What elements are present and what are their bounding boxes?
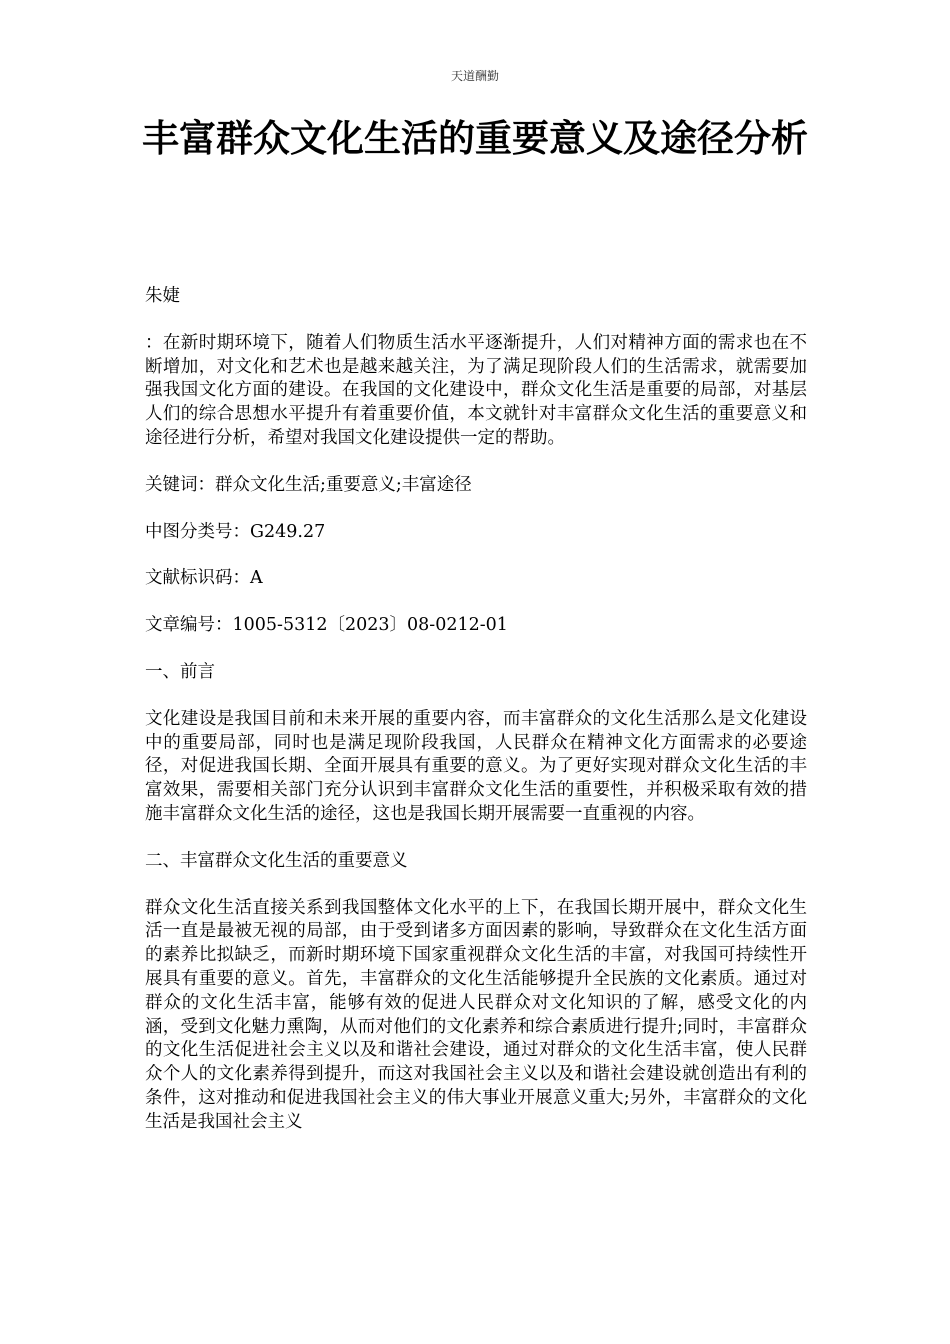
document-code: 文献标识码：A bbox=[145, 568, 263, 589]
article-title: 丰富群众文化生活的重要意义及途径分析 bbox=[142, 117, 808, 160]
section-heading-preface: 一、前言 bbox=[145, 661, 215, 682]
page-header: 天道酬勤 bbox=[450, 69, 499, 83]
author-name: 朱婕 bbox=[145, 286, 180, 306]
article-content bbox=[145, 285, 807, 1158]
classification-number: 中图分类号：G249.27 bbox=[145, 521, 326, 542]
section-body-significance: 群众文化生活直接关系到我国整体文化水平的上下，在我国长期开展中，群众文化生活一直是最被无视的局部，由于受到诸多方面因素的影响，导致群众在文化生活方面的素养比拟缺乏，而新时期环境下国家重视群众文化生活的丰富，对我国可持续性开展具有重要的意义。首先，丰富群众的文化生活能够提升全民族的文化素质。通过对群众的文化生活丰富，能够有效的促进人民群众对文化知识的了解，感受文化的内涵，受到文化魅力熏陶，从而对他们的文化素养和综合素质进行提升;同时，丰富群众的文化生活促进社会主义以及和谐社会建设，通过对群众的文化生活丰富，使人民群众个人的文化素养得到提升，而这对我国社会主义以及和谐社会建设就创造出有利的条件，这对推动和促进我国社会主义的伟大事业开展意义重大;另外，丰富群众的文化生活是我国社会主义 bbox=[145, 897, 807, 1132]
abstract: ：在新时期环境下，随着人们物质生活水平逐渐提升，人们对精神方面的需求也在不断增加，对文化和艺术也是越来越关注，为了满足现阶段人们的生活需求，就需要加强我国文化方面的建设。在我国的文化建设中，群众文化生活是重要的局部，对基层人们的综合思想水平提升有着重要价值，本文就针对丰富群众文化生活的重要意义和途径进行分析，希望对我国文化建设提供一定的帮助。 bbox=[145, 332, 807, 448]
article-number: 文章编号：1005-5312〔2023〕08-0212-01 bbox=[145, 615, 508, 636]
section-body-preface: 文化建设是我国目前和未来开展的重要内容，而丰富群众的文化生活那么是文化建设中的重要局部，同时也是满足现阶段我国，人民群众在精神文化方面需求的必要途径，对促进我国长期、全面开展具有重要的意义。为了更好实现对群众文化生活的丰富效果，需要相关部门充分认识到丰富群众文化生活的重要性，并积极采取有效的措施丰富群众文化生活的途径，这也是我国长期开展需要一直重视的内容。 bbox=[145, 708, 807, 824]
keywords: 关键词：群众文化生活;重要意义;丰富途径 bbox=[145, 474, 472, 495]
section-heading-significance: 二、丰富群众文化生活的重要意义 bbox=[145, 850, 408, 871]
